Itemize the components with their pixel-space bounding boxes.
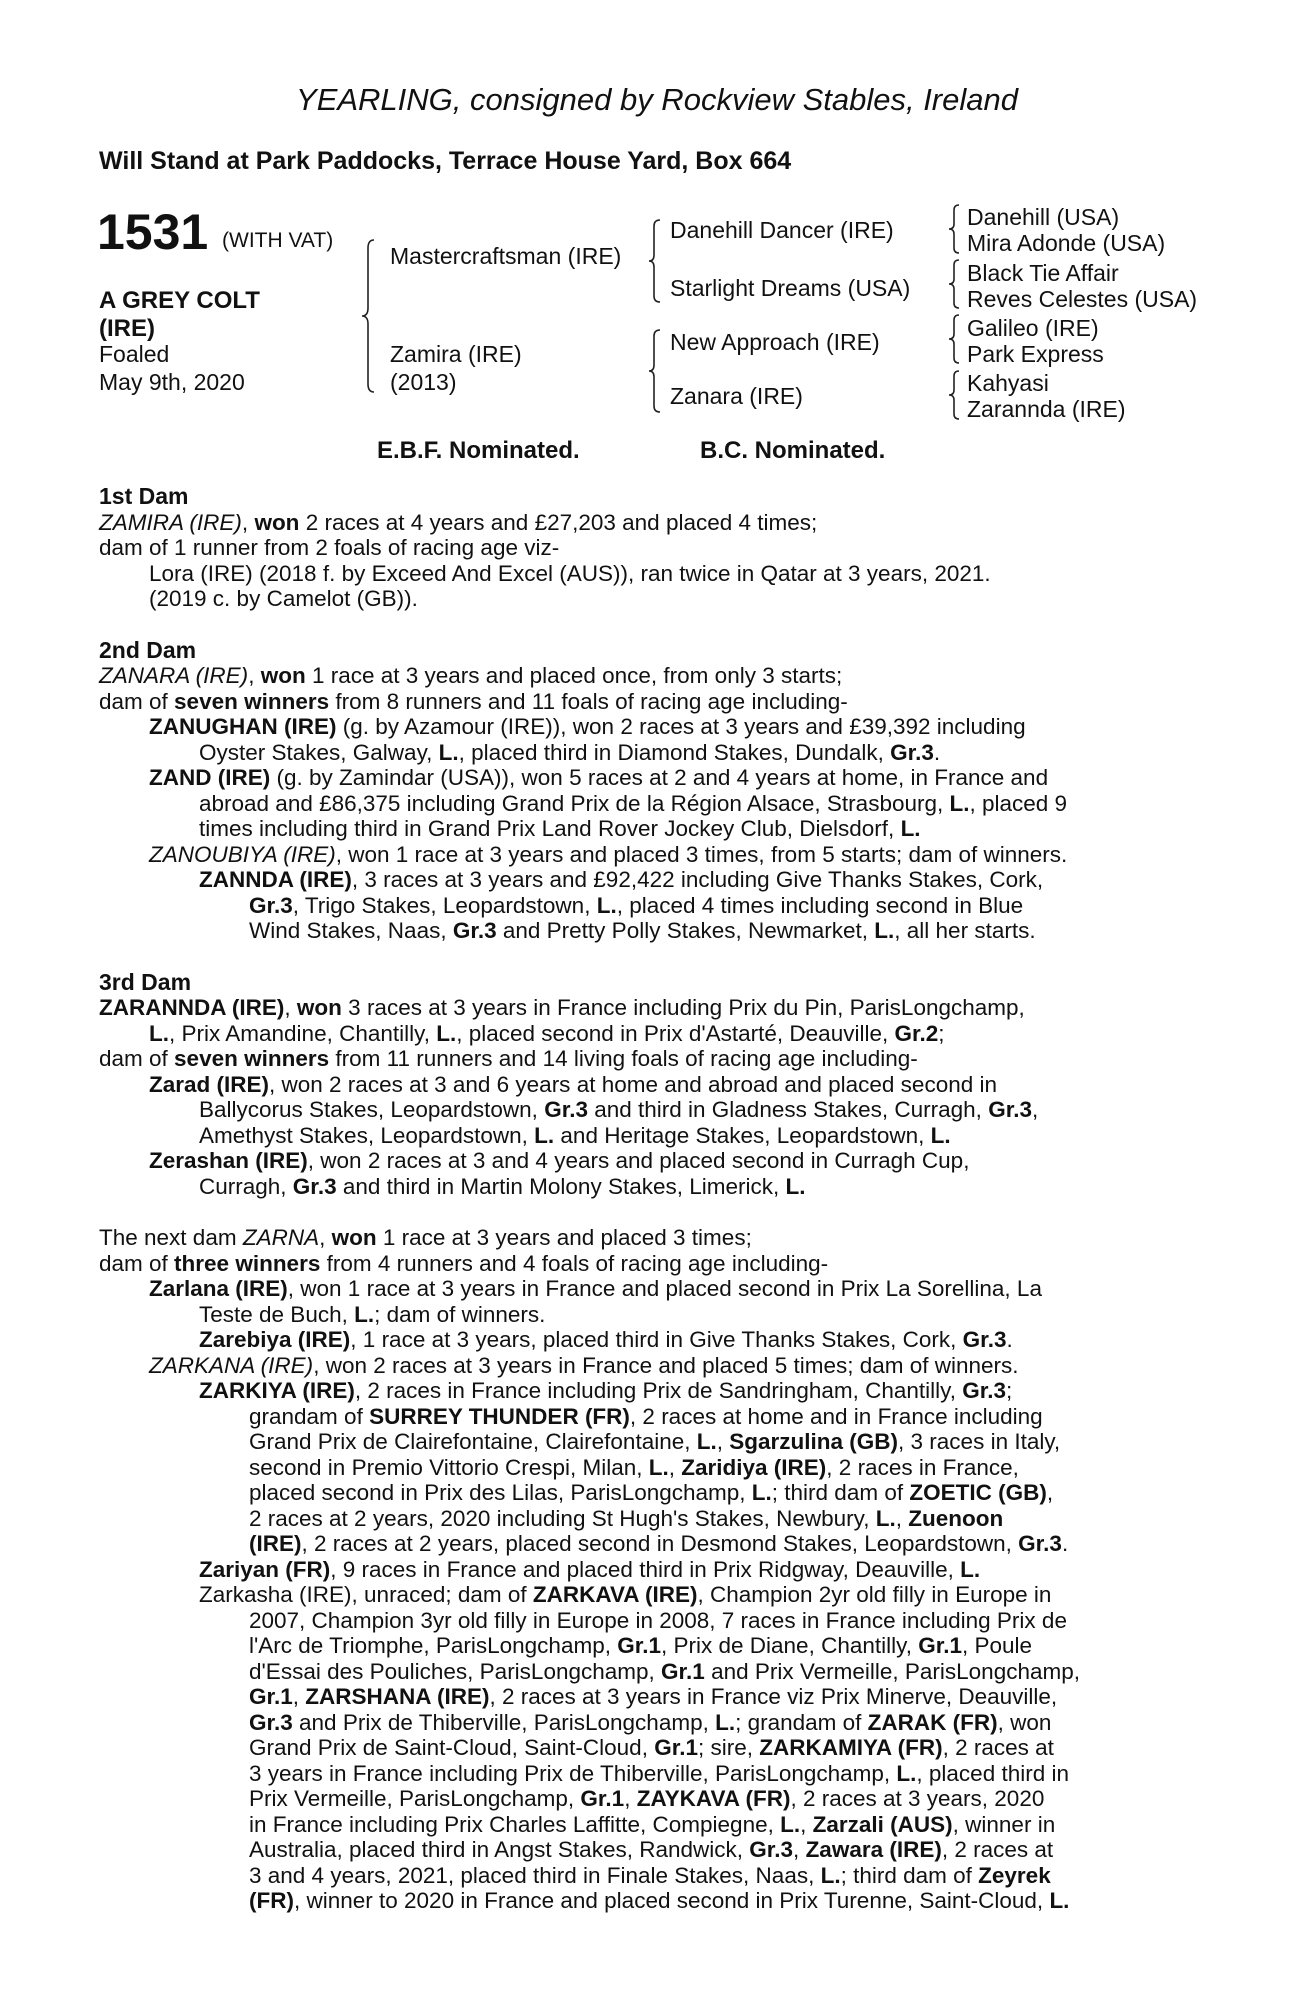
won-label: won — [254, 509, 300, 535]
grade: L. — [751, 1480, 772, 1505]
text: grandam of — [249, 1403, 370, 1429]
produce-item — [99, 1327, 1202, 1353]
winners-count: three winners — [174, 1250, 321, 1276]
produce-item-cont — [99, 1812, 1202, 1838]
grade: Gr.2 — [894, 1020, 939, 1046]
text: 1 race at 3 years and placed 3 times; — [376, 1225, 752, 1250]
dam-name: ZARANNDA (IRE) — [99, 995, 285, 1020]
produce-item-cont — [99, 1531, 1202, 1557]
pedigree-gg-3: Black Tie Affair — [967, 260, 1119, 286]
stand-location: Will Stand at Park Paddocks, Terrace House Yard, Box 664 — [99, 147, 792, 175]
text: ; — [938, 1020, 945, 1046]
horse-name: Zeyrek — [978, 1862, 1051, 1888]
horse-name: ZANOUBIYA (IRE) — [149, 841, 336, 867]
text: , — [668, 1454, 682, 1480]
horse-name: Zawara (IRE) — [805, 1837, 942, 1862]
pedigree-brace-dam — [648, 328, 668, 414]
produce-item — [99, 1276, 1202, 1302]
horse-name: ZARKAMIYA (FR) — [759, 1735, 943, 1760]
text: , winner to 2020 in France and placed second in Prix Turenne, Saint-Cloud, — [293, 1888, 1050, 1913]
pedigree-brace-main — [360, 238, 390, 394]
pedigree-brace-gg1 — [948, 203, 966, 255]
grade: L. — [930, 1122, 951, 1148]
horse-name: ZANNDA (IRE) — [199, 867, 352, 892]
grade: L. — [896, 1760, 917, 1786]
text: (g. by Zamindar (USA)), won 5 races at 2 and 4 years at home, in France and — [270, 765, 1049, 790]
pedigree-gg-6: Park Express — [967, 341, 1104, 367]
horse-name: Zerashan (IRE) — [149, 1148, 308, 1173]
grade: L. — [648, 1454, 669, 1480]
text: , all her starts. — [894, 918, 1036, 943]
text: ; third dam of — [771, 1480, 910, 1505]
grade: Gr.3 — [249, 1709, 293, 1735]
grade: L. — [949, 790, 970, 816]
horse-name: Zarlana (IRE) — [149, 1276, 288, 1301]
text: Oyster Stakes, Galway, — [199, 739, 439, 765]
winners-count: seven winners — [174, 688, 330, 714]
pedigree-gg-1: Danehill (USA) — [967, 204, 1120, 230]
produce-item-cont — [99, 1837, 1202, 1863]
grade: L. — [900, 816, 921, 841]
text: Prix Vermeille, ParisLongchamp, — [249, 1786, 581, 1811]
pedigree-brace-gg2 — [948, 258, 966, 310]
text: , placed third in Diamond Stakes, Dundalk, — [458, 739, 891, 765]
text: , 3 races in Italy, — [898, 1429, 1061, 1454]
text: . — [933, 739, 941, 765]
text: from 11 runners and 14 living foals of racing age including- — [329, 1046, 918, 1071]
text: and Prix Vermeille, ParisLongchamp, — [704, 1658, 1080, 1684]
foaled-date: May 9th, 2020 — [99, 369, 245, 395]
grade: L. — [696, 1429, 717, 1454]
text: times including third in Grand Prix Land Rover Jockey Club, Dielsdorf, — [199, 816, 901, 841]
text: , placed second in Prix d'Astarté, Deauville, — [456, 1020, 895, 1046]
record-text: 1 race at 3 years and placed once, from only 3 starts; — [305, 663, 843, 688]
text: 2 races at 2 years, 2020 including St Hugh's Stakes, Newbury, — [249, 1505, 876, 1531]
text: 3 years in France including Prix de Thiberville, ParisLongchamp, — [249, 1760, 897, 1786]
text: , won 1 race at 3 years in France and placed second in Prix La Sorellina, La — [287, 1276, 1042, 1301]
produce-item-cont — [99, 918, 1202, 944]
pedigree-dam-sire: New Approach (IRE) — [670, 329, 880, 355]
horse-name: ZANUGHAN (IRE) — [149, 714, 337, 739]
third-dam-section — [99, 970, 1202, 1200]
produce-item-cont — [99, 791, 1202, 817]
produce-item-cont — [99, 1735, 1202, 1761]
dam-name: ZARNA — [242, 1225, 320, 1250]
text: . — [1061, 1531, 1069, 1556]
text: Australia, placed third in Angst Stakes, Randwick, — [249, 1837, 750, 1862]
won-label: won — [331, 1225, 377, 1250]
grade: Gr.1 — [661, 1658, 705, 1684]
ebf-nomination: E.B.F. Nominated. — [377, 437, 580, 464]
produce-item-cont — [99, 1480, 1202, 1506]
text: and third in Gladness Stakes, Curragh, — [587, 1097, 989, 1122]
produce-item-cont — [99, 1659, 1202, 1685]
first-dam-record: ZAMIRA (IRE), won 2 races at 4 years and £27,203 and placed 4 times; — [99, 509, 818, 535]
produce-item — [99, 842, 1202, 868]
produce-item-cont — [99, 1888, 1202, 1914]
produce-item-cont — [99, 1863, 1202, 1889]
text: and Heritage Stakes, Leopardstown, — [554, 1122, 931, 1148]
text: Teste de Buch, — [199, 1301, 355, 1327]
third-dam-record-cont — [99, 1021, 1202, 1047]
pedigree-brace-gg4 — [948, 369, 966, 421]
text: , — [319, 1225, 332, 1250]
text: , — [793, 1837, 806, 1862]
text: from 4 runners and 4 foals of racing age including- — [320, 1250, 829, 1276]
text: ; sire, — [697, 1735, 760, 1760]
grade: Gr.3 — [452, 918, 497, 943]
produce-item-cont — [99, 1429, 1202, 1455]
grade: L. — [715, 1709, 736, 1735]
text: and Prix de Thiberville, ParisLongchamp, — [292, 1709, 716, 1735]
text: dam of — [99, 1046, 175, 1071]
text: , 2 races at 3 years, 2020 — [790, 1786, 1045, 1811]
grade: Gr.3 — [249, 892, 293, 918]
text: , 1 race at 3 years, placed third in Give Thanks Stakes, Cork, — [350, 1327, 963, 1352]
grade: Gr.1 — [249, 1684, 293, 1709]
horse-name: Sgarzulina (GB) — [729, 1429, 899, 1454]
grade: Gr.1 — [617, 1633, 661, 1658]
text: , Prix Amandine, Chantilly, — [169, 1020, 437, 1046]
text: Wind Stakes, Naas, — [249, 918, 453, 943]
section-title: 1st Dam — [99, 483, 189, 509]
produce-item — [99, 1353, 1202, 1379]
text: Zarkasha (IRE), unraced; dam of — [199, 1582, 533, 1607]
text: , won 1 race at 3 years and placed 3 times, from 5 starts; dam of winners. — [335, 841, 1068, 867]
produce-item — [99, 1378, 1202, 1404]
text: abroad and £86,375 including Grand Prix de la Région Alsace, Strasbourg, — [199, 790, 950, 816]
produce-item-cont — [99, 1710, 1202, 1736]
produce-item-cont — [99, 1633, 1202, 1659]
grade: L. — [438, 739, 459, 765]
third-dam-record: ZARANNDA (IRE), won 3 races at 3 years in France including Prix du Pin, ParisLongchamp, — [99, 995, 1025, 1020]
produce-item-cont — [99, 1786, 1202, 1812]
produce-item — [99, 714, 1202, 740]
text: Grand Prix de Saint-Cloud, Saint-Cloud, — [249, 1735, 655, 1760]
produce-item-cont — [99, 1123, 1202, 1149]
text: and third in Martin Molony Stakes, Limerick, — [336, 1173, 786, 1199]
text: The next dam — [99, 1225, 243, 1250]
text: 3 and 4 years, 2021, placed third in Finale Stakes, Naas, — [249, 1862, 821, 1888]
produce-item-cont — [99, 893, 1202, 919]
text: , 2 races in France, — [826, 1454, 1019, 1480]
horse-name: (FR) — [249, 1888, 294, 1913]
second-dam-record: ZANARA (IRE), won 1 race at 3 years and placed once, from only 3 starts; — [99, 663, 843, 688]
section-title: 3rd Dam — [99, 968, 192, 995]
text: Amethyst Stakes, Leopardstown, — [199, 1122, 535, 1148]
text: , 3 races at 3 years and £92,422 including Give Thanks Stakes, Cork, — [351, 867, 1044, 892]
text: , Poule — [961, 1633, 1033, 1658]
bc-nomination: B.C. Nominated. — [700, 437, 886, 464]
text: , Champion 2yr old filly in Europe in — [697, 1582, 1052, 1607]
grade: L. — [820, 1862, 841, 1888]
text: , 2 races at — [941, 1837, 1054, 1862]
horse-name: (IRE) — [249, 1531, 302, 1556]
vat-label: (WITH VAT) — [222, 229, 334, 252]
text: , 9 races in France and placed third in Prix Ridgway, Deauville, — [330, 1556, 961, 1582]
produce-item: Lora (IRE) (2018 f. by Exceed And Excel (AUS)), ran twice in Qatar at 3 years, 2021. — [149, 560, 991, 586]
horse-name: Zuenoon — [908, 1505, 1004, 1531]
horse-name: ZARKIYA (IRE) — [199, 1378, 355, 1403]
grade: L. — [534, 1122, 555, 1148]
text: dam of — [99, 1250, 175, 1276]
horse-name: Zariyan (FR) — [199, 1556, 331, 1582]
horse-name: ZARAK (FR) — [867, 1709, 998, 1735]
horse-name: Zaridiya (IRE) — [681, 1454, 827, 1480]
text: , 2 races in France including Prix de Sandringham, Chantilly, — [354, 1378, 963, 1403]
lot-number: 1531 — [97, 204, 209, 260]
text: , — [895, 1505, 909, 1531]
pedigree-gg-5: Galileo (IRE) — [967, 315, 1099, 341]
grade: L. — [1049, 1888, 1070, 1913]
text: , placed third in — [916, 1760, 1069, 1786]
text: , Prix de Diane, Chantilly, — [661, 1633, 919, 1658]
produce-intro: dam of 1 runner from 2 foals of racing age viz- — [99, 535, 560, 560]
won-label: won — [260, 663, 306, 688]
produce-item-cont — [99, 1761, 1202, 1787]
horse-name: Zarzali (AUS) — [812, 1811, 953, 1837]
produce-intro — [99, 1046, 1202, 1072]
pedigree-dam: Zamira (IRE) — [390, 341, 522, 367]
horse-name: Zarad (IRE) — [149, 1071, 270, 1097]
text: , — [1046, 1480, 1054, 1505]
pedigree-dam-year: (2013) — [390, 369, 457, 395]
produce-item-cont — [99, 1455, 1202, 1481]
text: second in Premio Vittorio Crespi, Milan, — [249, 1454, 649, 1480]
produce-item — [99, 867, 1202, 893]
grade: L. — [875, 1505, 896, 1531]
text: ; dam of winners. — [374, 1301, 546, 1327]
produce-item — [99, 765, 1202, 791]
text: , 2 races at — [942, 1735, 1054, 1760]
text: , placed 9 — [969, 790, 1068, 816]
catalogue-body — [99, 484, 1202, 1914]
pedigree-brace-gg3 — [948, 313, 966, 365]
produce-intro — [99, 689, 1202, 715]
text: (g. by Azamour (IRE)), won 2 races at 3 years and £39,392 including — [336, 714, 1026, 739]
text: , 2 races at home and in France including — [629, 1403, 1043, 1429]
produce-item — [99, 1557, 1202, 1583]
pedigree-gg-7: Kahyasi — [967, 370, 1049, 396]
pedigree-gg-4: Reves Celestes (USA) — [967, 286, 1198, 312]
produce-item-cont — [99, 1174, 1202, 1200]
text: l'Arc de Triomphe, ParisLongchamp, — [249, 1633, 618, 1658]
grade: Gr.3 — [988, 1097, 1032, 1122]
produce-item-cont — [99, 1506, 1202, 1532]
winners-count: seven winners — [174, 1046, 330, 1071]
grade: Gr.3 — [749, 1837, 794, 1862]
horse-name: Zarebiya (IRE) — [199, 1327, 351, 1352]
foaled-label: Foaled — [99, 341, 170, 367]
text: d'Essai des Pouliches, ParisLongchamp, — [249, 1658, 662, 1684]
grade: Gr.3 — [962, 1378, 1007, 1403]
grade: Gr.1 — [654, 1735, 698, 1760]
produce-item-cont — [99, 740, 1202, 766]
text: and Pretty Polly Stakes, Newmarket, — [496, 918, 875, 943]
grade: L. — [596, 892, 617, 918]
second-dam-section — [99, 638, 1202, 944]
text: , won 2 races at 3 years in France and placed 5 times; dam of winners. — [313, 1352, 1019, 1378]
grade: Gr.3 — [1018, 1531, 1062, 1556]
pedigree-sire-dam: Starlight Dreams (USA) — [670, 275, 911, 301]
pedigree-gg-8: Zarannda (IRE) — [967, 396, 1126, 422]
text: Ballycorus Stakes, Leopardstown, — [199, 1097, 545, 1122]
produce-item: (2019 c. by Camelot (GB)). — [149, 586, 418, 611]
text: dam of — [99, 688, 175, 714]
horse-name: ZARSHANA (IRE) — [305, 1684, 490, 1709]
horse-name: ZARKAVA (IRE) — [532, 1582, 698, 1607]
pedigree-sire-sire: Danehill Dancer (IRE) — [670, 217, 894, 243]
grade: L. — [780, 1811, 801, 1837]
produce-item-cont — [99, 1302, 1202, 1328]
horse-name: ZARKANA (IRE) — [149, 1352, 314, 1378]
record-text: 2 races at 4 years and £27,203 and placed 4 times; — [299, 509, 818, 535]
grade: Gr.1 — [918, 1633, 962, 1658]
produce-item — [99, 1148, 1202, 1174]
grade: L. — [874, 918, 895, 943]
text: , Trigo Stakes, Leopardstown, — [292, 892, 597, 918]
pedigree-dam-dam: Zanara (IRE) — [670, 383, 803, 409]
pedigree-sire: Mastercraftsman (IRE) — [390, 243, 622, 269]
produce-intro — [99, 1251, 1202, 1277]
horse-name: SURREY THUNDER (FR) — [369, 1403, 630, 1429]
grade: L. — [436, 1020, 457, 1046]
produce-item — [99, 1582, 1202, 1608]
text: 3 races at 3 years in France including Prix du Pin, ParisLongchamp, — [341, 995, 1025, 1020]
grade: Gr.3 — [890, 739, 934, 765]
next-dam-record — [99, 1225, 1202, 1251]
text: , placed 4 times including second in Blue — [616, 892, 1024, 918]
horse-name: ZAND (IRE) — [149, 765, 271, 790]
produce-item — [99, 1072, 1202, 1098]
text: , — [716, 1429, 730, 1454]
text: in France including Prix Charles Laffitte, Compiegne, — [249, 1811, 781, 1837]
grade: Gr.3 — [292, 1173, 337, 1199]
text: , won 2 races at 3 and 4 years and placed second in Curragh Cup, — [307, 1148, 970, 1173]
section-title: 2nd Dam — [99, 636, 197, 663]
page-header-title: YEARLING, consigned by Rockview Stables, Ireland — [296, 82, 1018, 117]
text: , — [292, 1684, 306, 1709]
first-dam-section — [99, 484, 1202, 612]
text: , 2 races at 2 years, placed second in Desmond Stakes, Leopardstown, — [301, 1531, 1019, 1556]
produce-item-cont — [99, 1684, 1202, 1710]
text: , won — [997, 1709, 1052, 1735]
produce-item-cont: 2007, Champion 3yr old filly in Europe in 2008, 7 races in France including Prix de — [249, 1607, 1067, 1633]
grade: Gr.3 — [962, 1327, 1007, 1352]
grade: L. — [149, 1020, 169, 1046]
text: , winner in — [952, 1811, 1056, 1837]
text: , — [800, 1811, 813, 1837]
text: , won 2 races at 3 and 6 years at home and abroad and placed second in — [269, 1071, 998, 1097]
text: ; third dam of — [840, 1862, 979, 1888]
produce-item-cont — [99, 1097, 1202, 1123]
grade: Gr.1 — [580, 1786, 625, 1811]
text: Curragh, — [199, 1173, 293, 1199]
text: from 8 runners and 11 foals of racing age including- — [329, 688, 848, 714]
produce-item-cont — [99, 1404, 1202, 1430]
text: , — [1031, 1097, 1039, 1122]
grade: Gr.3 — [544, 1097, 588, 1122]
grade: L. — [960, 1556, 981, 1582]
horse-description: A GREY COLT — [99, 287, 260, 314]
text: Grand Prix de Clairefontaine, Clairefontaine, — [249, 1429, 697, 1454]
text: ; grandam of — [735, 1709, 868, 1735]
won-label: won — [296, 995, 342, 1020]
text: . — [1006, 1327, 1013, 1352]
text: placed second in Prix des Lilas, ParisLongchamp, — [249, 1480, 752, 1505]
dam-name: ZANARA (IRE) — [99, 663, 249, 688]
grade: L. — [354, 1301, 375, 1327]
dam-name: ZAMIRA (IRE) — [99, 509, 242, 535]
horse-country: (IRE) — [99, 315, 155, 342]
text: , 2 races at 3 years in France viz Prix Minerve, Deauville, — [489, 1684, 1058, 1709]
text: , — [624, 1786, 637, 1811]
produce-item-cont — [99, 816, 1202, 842]
next-dam-section — [99, 1225, 1202, 1914]
horse-name: ZOETIC (GB) — [909, 1480, 1047, 1505]
pedigree-brace-sire — [648, 218, 668, 304]
horse-name: ZAYKAVA (FR) — [636, 1786, 791, 1811]
pedigree-gg-2: Mira Adonde (USA) — [967, 230, 1166, 256]
text: ; — [1006, 1378, 1013, 1403]
grade: L. — [785, 1173, 806, 1199]
